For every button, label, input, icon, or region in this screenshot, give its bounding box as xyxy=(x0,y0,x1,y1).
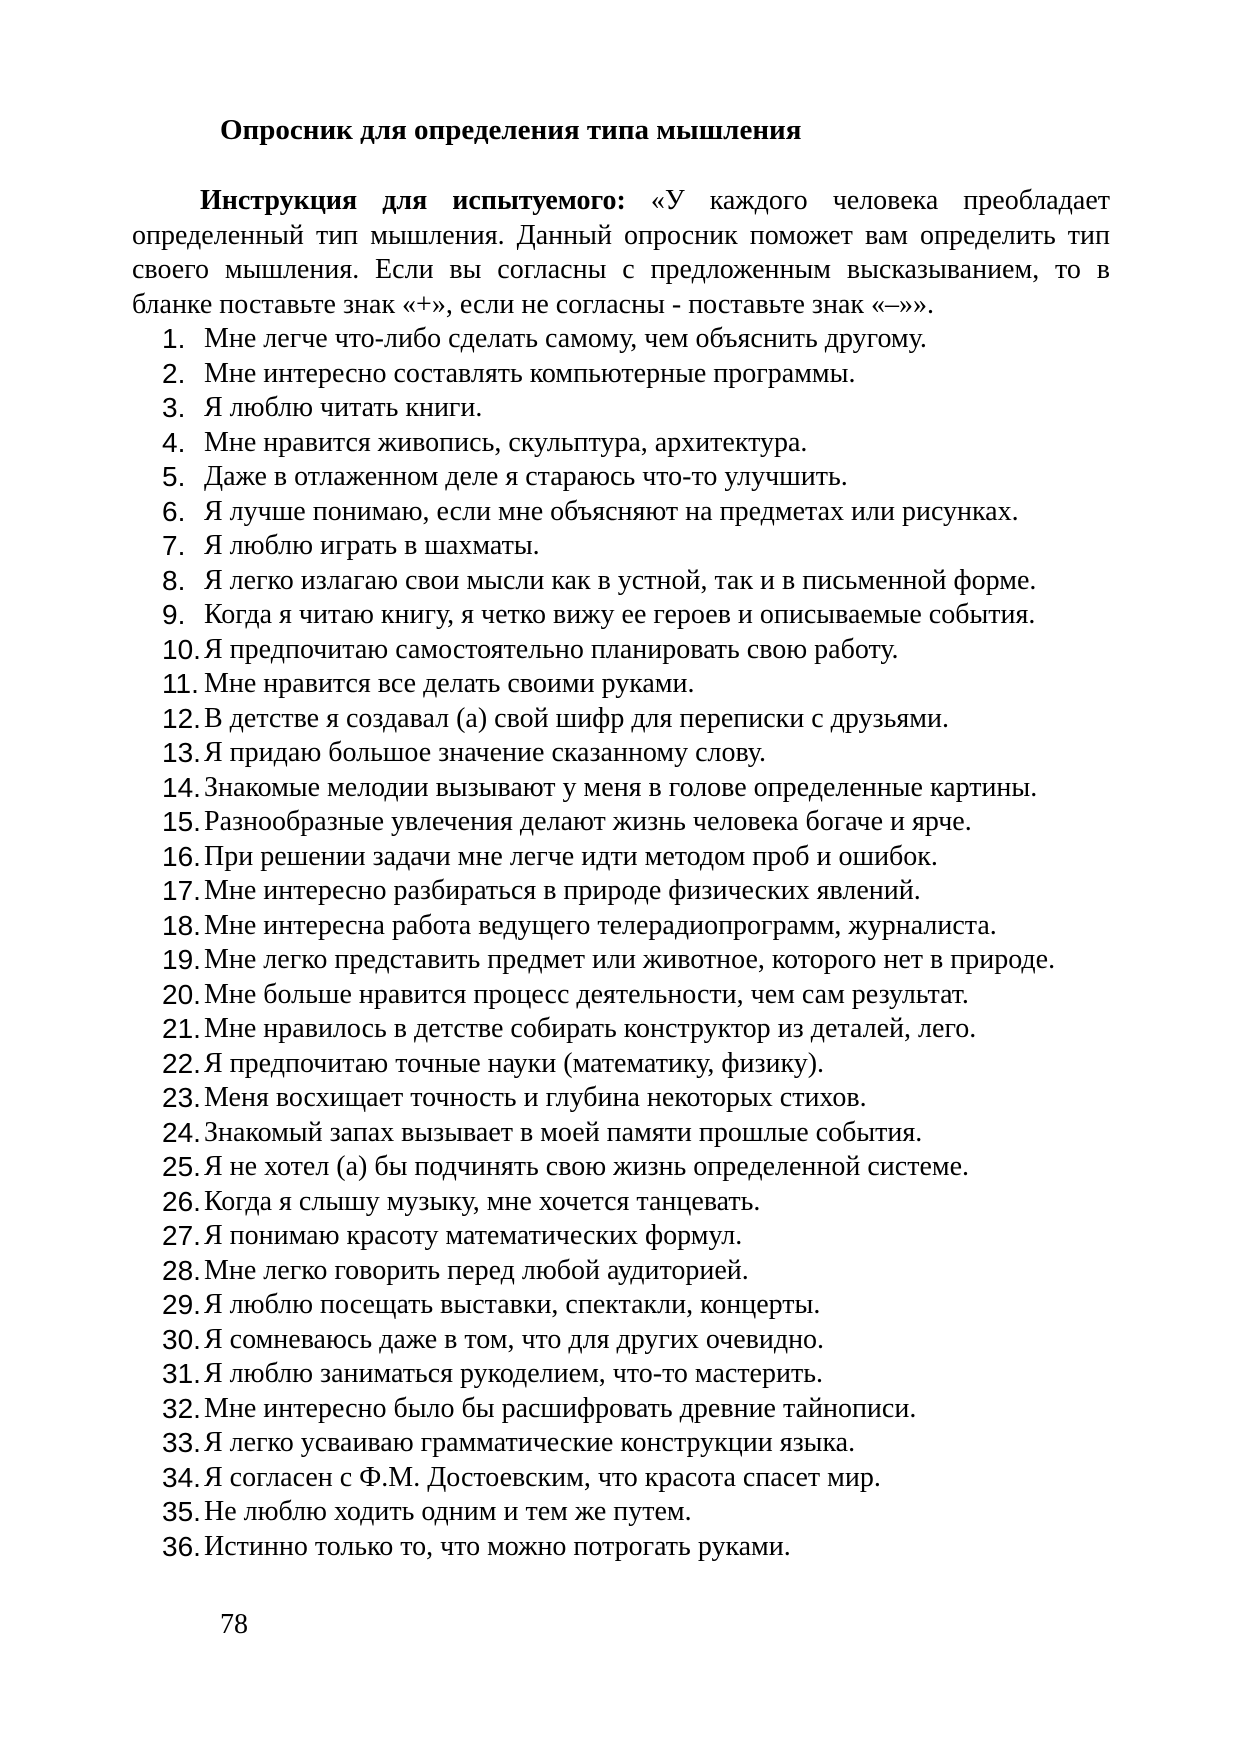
list-item xyxy=(132,1185,1110,1220)
list-item-number: 2. xyxy=(162,357,186,389)
list-item-number: 22. xyxy=(162,1047,201,1079)
list-item xyxy=(132,1426,1110,1461)
list-item xyxy=(132,460,1110,495)
list-item-number: 32. xyxy=(162,1392,201,1424)
list-item-text: Я не хотел (а) бы подчинять свою жизнь определенной системе. xyxy=(204,1151,970,1182)
list-item xyxy=(132,1461,1110,1496)
list-item-text: Истинно только то, что можно потрогать руками. xyxy=(204,1530,791,1562)
instruction-text: «У каждого человека преобладает определенный тип мышления. Данный опросник поможет вам определить тип своего мышления. Если вы согласны с предложенным высказыванием, то в бланке поставьте знак «+», если не согласны - поставьте знак «–»». xyxy=(132,185,1110,320)
list-item-text: Даже в отлаженном деле я стараюсь что-то улучшить. xyxy=(204,461,848,492)
list-item-number: 5. xyxy=(162,461,186,492)
list-item xyxy=(132,1254,1110,1289)
list-item xyxy=(132,805,1110,840)
list-item xyxy=(132,1392,1110,1427)
list-item-number: 25. xyxy=(162,1151,201,1182)
list-item xyxy=(132,391,1110,426)
list-item xyxy=(132,1495,1110,1530)
list-item-number: 31. xyxy=(162,1358,201,1389)
list-item xyxy=(132,598,1110,633)
list-item xyxy=(132,495,1110,530)
list-item-text: Мне интересно разбираться в природе физических явлений. xyxy=(204,875,921,906)
list-item-number: 27. xyxy=(162,1220,201,1251)
questionnaire-list xyxy=(132,322,1110,1564)
list-item-text: Я понимаю красоту математических формул. xyxy=(204,1220,743,1251)
list-item-number: 15. xyxy=(162,806,201,837)
list-item-number: 14. xyxy=(162,771,201,803)
list-item-number: 35. xyxy=(162,1496,201,1527)
list-item-number: 4. xyxy=(162,426,186,458)
list-item-text: При решении задачи мне легче идти методом проб и ошибок. xyxy=(204,840,938,872)
list-item-number: 36. xyxy=(162,1530,201,1562)
list-item xyxy=(132,357,1110,392)
list-item xyxy=(132,633,1110,668)
list-item-number: 6. xyxy=(162,495,186,527)
list-item-text: Я люблю играть в шахматы. xyxy=(204,530,540,561)
list-item-text: Я люблю заниматься рукоделием, что-то мастерить. xyxy=(204,1358,823,1389)
list-item-text: Я придаю большое значение сказанному слову. xyxy=(204,737,766,768)
page-title: Опросник для определения типа мышления xyxy=(220,114,802,146)
list-item-text: Мне интересно было бы расшифровать древние тайнописи. xyxy=(204,1392,917,1424)
list-item-text: Мне интересно составлять компьютерные программы. xyxy=(204,357,856,389)
list-item-number: 34. xyxy=(162,1461,201,1493)
list-item xyxy=(132,322,1110,357)
list-item xyxy=(132,874,1110,909)
list-item-text: Разнообразные увлечения делают жизнь человека богаче и ярче. xyxy=(204,806,972,837)
list-item-number: 21. xyxy=(162,1013,201,1044)
list-item xyxy=(132,529,1110,564)
list-item-number: 9. xyxy=(162,599,186,630)
list-item-number: 29. xyxy=(162,1289,201,1320)
list-item-text: Я легко излагаю свои мысли как в устной, так и в письменной форме. xyxy=(204,564,1037,596)
list-item xyxy=(132,1357,1110,1392)
list-item xyxy=(132,1047,1110,1082)
list-item xyxy=(132,564,1110,599)
list-item-text: Когда я слышу музыку, мне хочется танцевать. xyxy=(204,1185,761,1217)
list-item-text: Меня восхищает точность и глубина некоторых стихов. xyxy=(204,1082,867,1113)
list-item-text: Мне нравится живопись, скульптура, архитектура. xyxy=(204,426,808,458)
list-item-number: 3. xyxy=(162,392,186,423)
list-item xyxy=(132,1219,1110,1254)
list-item-text: Мне нравилось в детстве собирать конструктор из деталей, лего. xyxy=(204,1013,977,1044)
list-item-number: 24. xyxy=(162,1116,201,1148)
list-item-number: 17. xyxy=(162,875,201,906)
list-item-text: Мне легче что-либо сделать самому, чем объяснить другому. xyxy=(204,323,927,354)
list-item-number: 7. xyxy=(162,530,186,561)
list-item-text: Мне нравится все делать своими руками. xyxy=(204,668,695,699)
list-item-text: Я согласен с Ф.М. Достоевским, что красота спасет мир. xyxy=(204,1461,881,1493)
list-item xyxy=(132,702,1110,737)
list-item xyxy=(132,1530,1110,1565)
list-item-text: Мне легко говорить перед любой аудиторией. xyxy=(204,1254,749,1286)
list-item-text: Когда я читаю книгу, я четко вижу ее героев и описываемые события. xyxy=(204,599,1036,630)
list-item-number: 16. xyxy=(162,840,201,872)
page-number: 78 xyxy=(220,1609,248,1640)
list-item xyxy=(132,1116,1110,1151)
list-item-text: Я люблю читать книги. xyxy=(204,392,483,423)
list-item-number: 12. xyxy=(162,702,201,734)
list-item xyxy=(132,1150,1110,1185)
list-item xyxy=(132,426,1110,461)
list-item xyxy=(132,978,1110,1013)
list-item-text: Я лучше понимаю, если мне объясняют на предметах или рисунках. xyxy=(204,495,1019,527)
list-item-number: 1. xyxy=(162,323,186,354)
list-item-number: 11. xyxy=(162,668,199,699)
list-item-number: 26. xyxy=(162,1185,201,1217)
list-item-number: 33. xyxy=(162,1427,201,1458)
list-item-text: В детстве я создавал (а) свой шифр для переписки с друзьями. xyxy=(204,702,949,734)
list-item xyxy=(132,771,1110,806)
list-item-text: Мне легко представить предмет или животное, которого нет в природе. xyxy=(204,944,1056,975)
list-item xyxy=(132,667,1110,702)
list-item xyxy=(132,1288,1110,1323)
list-item xyxy=(132,1012,1110,1047)
list-item-text: Знакомые мелодии вызывают у меня в голове определенные картины. xyxy=(204,771,1038,803)
list-item-number: 30. xyxy=(162,1323,201,1355)
instruction-label: Инструкция для испытуемого: xyxy=(200,185,626,216)
list-item xyxy=(132,909,1110,944)
list-item xyxy=(132,1323,1110,1358)
list-item-number: 13. xyxy=(162,737,201,768)
list-item xyxy=(132,840,1110,875)
list-item-text: Знакомый запах вызывает в моей памяти прошлые события. xyxy=(204,1116,923,1148)
list-item-text: Я люблю посещать выставки, спектакли, концерты. xyxy=(204,1289,821,1320)
list-item-number: 23. xyxy=(162,1082,201,1113)
list-item-number: 20. xyxy=(162,978,201,1010)
list-item-number: 8. xyxy=(162,564,186,596)
list-item-text: Мне интересна работа ведущего телерадиопрограмм, журналиста. xyxy=(204,909,997,941)
list-item-text: Мне больше нравится процесс деятельности, чем сам результат. xyxy=(204,978,969,1010)
list-item xyxy=(132,1081,1110,1116)
list-item-number: 18. xyxy=(162,909,201,941)
instruction-paragraph xyxy=(132,184,1110,322)
list-item-text: Не люблю ходить одним и тем же путем. xyxy=(204,1496,692,1527)
list-item xyxy=(132,943,1110,978)
list-item-text: Я предпочитаю самостоятельно планировать свою работу. xyxy=(204,633,899,665)
list-item-text: Я легко усваиваю грамматические конструкции языка. xyxy=(204,1427,856,1458)
list-item-number: 19. xyxy=(162,944,201,975)
list-item-text: Я сомневаюсь даже в том, что для других очевидно. xyxy=(204,1323,825,1355)
list-item-number: 10. xyxy=(162,633,201,665)
list-item xyxy=(132,736,1110,771)
list-item-text: Я предпочитаю точные науки (математику, физику). xyxy=(204,1047,825,1079)
list-item-number: 28. xyxy=(162,1254,201,1286)
